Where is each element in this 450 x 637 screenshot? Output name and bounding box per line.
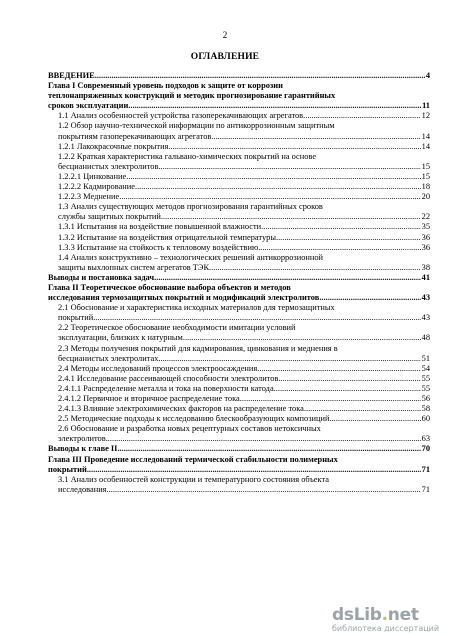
toc-chapter-entry (48, 283, 430, 303)
toc-entry-row (58, 313, 430, 323)
toc-entry-line: 2.1 Обоснование и характеристика исходных материалов для термозащитных (58, 303, 335, 313)
dot-leader (319, 293, 420, 303)
toc-page-number: 43 (421, 293, 430, 303)
toc-entry-row (58, 111, 430, 121)
dot-leader (161, 212, 421, 222)
toc-entry-line: 2.2 Теоретическое обоснование необходимости имитации условий (58, 323, 296, 333)
toc-entry-row (58, 233, 430, 243)
toc-entry-line: 2.6 Обоснование и разработка новых рецептурных составов нетоксичных (58, 424, 321, 434)
toc-page-number: 36 (421, 232, 430, 242)
toc-section-entry (48, 182, 430, 192)
toc-entry-row (58, 374, 430, 384)
toc-entry-line: 1.2.2 Краткая характеристика гальвано-химических покрытий на основе (58, 151, 317, 161)
toc-entry-title: 2.4.1 Исследование рассеивающей способности электролитов (58, 373, 279, 383)
toc-entry-row (58, 172, 430, 182)
toc-page-number: 20 (421, 192, 430, 202)
toc-section-entry (48, 202, 430, 222)
toc-entry-title: 2.4.1.2 Первичное и вторичное распределение тока (58, 394, 240, 403)
toc-entry-row (58, 162, 430, 172)
toc-section-entry (48, 192, 430, 202)
toc-section-entry (48, 364, 430, 374)
toc-page-number: 14 (421, 141, 430, 151)
toc-page-number: 71 (421, 464, 430, 474)
toc-section-entry (48, 404, 430, 414)
toc-entry-title: 1.3.3 Испытание на стойкость к тепловому воздействию (58, 242, 259, 252)
toc-entry-title: Выводы к главе II (48, 444, 118, 454)
toc-entry-row (48, 293, 430, 303)
toc-chapter-entry (48, 71, 430, 81)
dot-leader (87, 465, 421, 475)
toc-entry-row (58, 182, 430, 192)
toc-page-number: 15 (421, 161, 430, 171)
toc-title: ОГЛАВЛЕНИЕ (190, 52, 260, 62)
toc-page-number: 12 (421, 111, 430, 121)
toc-entry-row (58, 142, 430, 152)
toc-entry-row (58, 354, 430, 364)
dot-leader (276, 233, 421, 243)
toc-section-entry (48, 111, 430, 121)
toc-section-entry (48, 414, 430, 424)
dot-leader (117, 444, 420, 454)
toc-entry-title: 1.2.2.1 Цинкование (58, 171, 127, 181)
toc-entry-title: сроков эксплуатации (48, 101, 129, 111)
toc-entry-title: покрытий (48, 464, 87, 474)
toc-section-entry (48, 475, 430, 495)
toc-entry-title: исследования (58, 484, 107, 494)
toc-entry-title: 1.2.1 Лакокрасочные покрытия (58, 141, 169, 151)
toc-page-number: 51 (421, 353, 430, 363)
toc-page-number: 71 (421, 484, 430, 494)
toc-section-entry (48, 323, 430, 343)
toc-page-number: 18 (421, 182, 430, 192)
toc-entry-title: исследования термозащитных покрытий и модификаций электролитов (48, 293, 320, 303)
toc-page-number: 4 (425, 71, 430, 80)
dot-leader (274, 384, 421, 394)
dot-leader (126, 172, 420, 182)
toc-entry-row (58, 132, 430, 142)
dot-leader (107, 485, 421, 495)
toc-entry-title: покрытиям газоперекачивающих агрегатов (58, 131, 212, 141)
toc-section-entry (48, 222, 430, 232)
toc-entry-row (58, 212, 430, 222)
toc-section-entry (48, 233, 430, 243)
toc-entry-title: 2.4.1.1 Распределение металла и тока на поверхности катода (58, 383, 274, 393)
toc-page-number: 54 (421, 363, 430, 373)
toc-entry-row (58, 222, 430, 232)
toc-page-number: 70 (421, 444, 430, 454)
toc-entry-row (58, 364, 430, 374)
toc-page-number: 11 (422, 101, 430, 111)
toc-page-number: 55 (421, 383, 430, 393)
toc-section-entry (48, 152, 430, 172)
toc-section-entry (48, 303, 430, 323)
dot-leader (258, 243, 420, 253)
toc-entry-title: 1.2.2.3 Меднение (58, 192, 120, 202)
toc-page-number: 22 (421, 212, 430, 222)
dot-leader (240, 394, 421, 404)
dot-leader (154, 273, 420, 283)
toc-entry-line: 1.4 Анализ конструктивно – технологических решений антикоррозионной (58, 252, 324, 262)
table-of-contents (48, 71, 430, 495)
toc-section-entry (48, 172, 430, 182)
toc-entry-row (58, 243, 430, 253)
toc-page-number: 56 (421, 394, 430, 403)
toc-entry-title: эксплуатации, близких к натурным (58, 333, 183, 343)
toc-page-number: 63 (421, 434, 430, 444)
toc-entry-title: ВВЕДЕНИЕ (48, 71, 95, 80)
toc-page-number: 55 (421, 373, 430, 383)
toc-page-number: 48 (421, 333, 430, 343)
toc-page-number: 43 (421, 313, 430, 323)
toc-page-number: 35 (421, 222, 430, 232)
toc-entry-title: Выводы и постановка задач (48, 272, 155, 282)
dot-leader (278, 374, 420, 384)
dot-leader (168, 142, 420, 152)
dot-leader (211, 132, 420, 142)
page-number: 2 (222, 30, 228, 40)
toc-entry-row (58, 263, 430, 273)
toc-entry-row (48, 101, 430, 111)
toc-page-number: 41 (421, 272, 430, 282)
toc-entry-title: 2.5 Методические подходы к исследованию блескообразующих композиций (58, 414, 330, 424)
dot-leader (303, 111, 420, 121)
toc-entry-line: 2.3 Методы получения покрытий для кадмирования, цинкования и меднения в (58, 343, 338, 353)
toc-entry-title: покрытий (58, 313, 94, 323)
toc-page-number: 58 (421, 404, 430, 414)
toc-entry-line: теплонапряженных конструкций и методик прогнозирование гарантийных (48, 91, 336, 101)
dot-leader (95, 71, 425, 81)
toc-entry-line: Глава I Современный уровень подходов к защите от коррозии (48, 81, 283, 91)
toc-page-number: 38 (421, 262, 430, 272)
toc-section-entry (48, 243, 430, 253)
toc-page-number: 15 (421, 171, 430, 181)
toc-chapter-entry (48, 444, 430, 454)
toc-section-entry (48, 374, 430, 384)
toc-entry-row (58, 333, 430, 343)
toc-entry-row (58, 404, 430, 414)
toc-entry-row (58, 414, 430, 424)
toc-chapter-entry (48, 81, 430, 111)
toc-entry-title: бесцианистых электролитах (58, 353, 159, 363)
dot-leader (106, 434, 421, 444)
watermark-subtitle: библиотека диссертаций (332, 624, 440, 633)
toc-entry-title: 2.4.1.3 Влияние электрохимических факторов на распределение тока (58, 404, 304, 414)
toc-entry-title: 1.2.2.2 Кадмирование (58, 182, 135, 192)
toc-entry-row (48, 444, 430, 454)
toc-entry-title: 1.3.1 Испытания на воздействие повышенной влажности (58, 222, 262, 232)
dot-leader (209, 263, 421, 273)
dot-leader (257, 364, 420, 374)
toc-entry-title: 2.4 Методы исследований процессов электроосаждения (58, 363, 258, 373)
toc-page-number: 60 (421, 414, 430, 424)
dot-leader (329, 414, 420, 424)
toc-section-entry (48, 142, 430, 152)
toc-entry-title: бесцианистых электролитов (58, 161, 159, 171)
toc-section-entry (48, 121, 430, 141)
toc-entry-row (48, 273, 430, 283)
toc-section-entry (48, 253, 430, 273)
toc-section-entry (48, 394, 430, 404)
toc-entry-line: 1.2 Обзор научно-технической информации по антикоррозионным защитным (58, 121, 335, 131)
toc-section-entry (48, 424, 430, 444)
dot-leader (93, 313, 420, 323)
toc-entry-line: 1.3 Анализ существующих методов прогнозирования гарантийных сроков (58, 202, 323, 212)
watermark-logo-text: dsLib.net (332, 605, 419, 625)
dot-leader (158, 354, 420, 364)
dot-leader (135, 182, 421, 192)
toc-entry-title: 1.1 Анализ особенностей устройства газоперекачивающих агрегатов (58, 111, 304, 121)
toc-section-entry (48, 344, 430, 364)
toc-entry-title: защиты выхлопных систем агрегатов ТЭК (58, 262, 210, 272)
toc-entry-line: Глава II Теоретическое обоснование выбора объектов и методов (48, 282, 291, 292)
toc-entry-row (48, 71, 430, 81)
dot-leader (128, 101, 421, 111)
toc-entry-title: электролитов (58, 434, 106, 444)
toc-entry-row (58, 434, 430, 444)
toc-entry-row (58, 394, 430, 404)
dot-leader (261, 222, 420, 232)
toc-page-number: 14 (421, 131, 430, 141)
toc-page-number: 36 (421, 242, 430, 252)
dot-leader (183, 333, 421, 343)
toc-entry-row (58, 384, 430, 394)
dot-leader (304, 404, 421, 414)
toc-chapter-entry (48, 455, 430, 475)
toc-entry-line: Глава III Проведение исследований термической стабильности полимерных (48, 454, 338, 464)
dot-leader (119, 192, 420, 202)
toc-entry-row (48, 465, 430, 475)
toc-entry-title: 1.3.2 Испытание на воздействия отрицательной температуры (58, 232, 276, 242)
toc-entry-row (58, 485, 430, 495)
toc-entry-line: 3.1 Анализ особенностей конструкции и температурного состояния объекта (58, 474, 329, 484)
dot-leader (158, 162, 420, 172)
watermark-logo (332, 605, 442, 633)
toc-section-entry (48, 384, 430, 394)
toc-entry-row (58, 192, 430, 202)
toc-entry-title: службы защитных покрытий (58, 212, 161, 222)
toc-chapter-entry (48, 273, 430, 283)
